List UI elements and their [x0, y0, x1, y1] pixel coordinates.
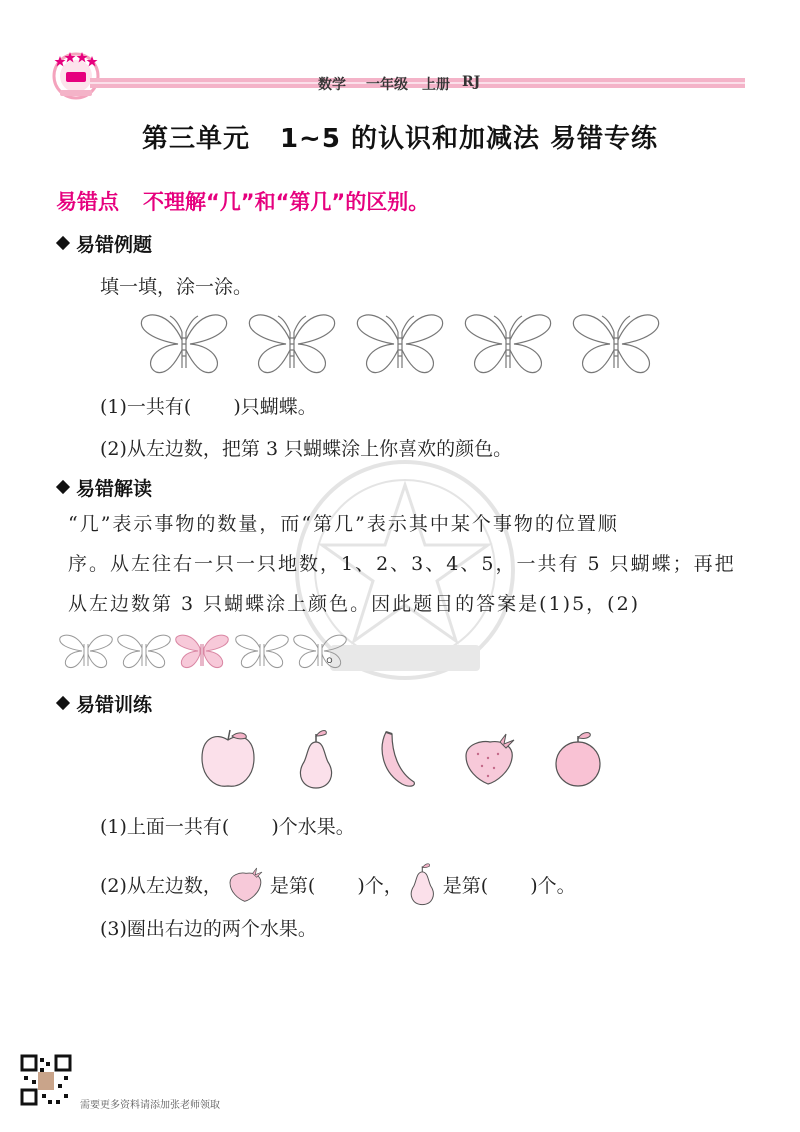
training-q2-part2: 是第( — [269, 874, 316, 897]
training-q1-after: )个水果。 — [271, 816, 355, 838]
footer-note: 需要更多资料请添加张老师领取 — [80, 1100, 220, 1111]
publisher-logo — [46, 46, 106, 102]
explanation-line-1: “几”表示事物的数量，而“第几”表示其中某个事物的位置顺 — [68, 513, 619, 535]
strawberry-icon — [222, 864, 270, 904]
error-point-label: 易错点 — [56, 190, 119, 214]
explanation-line-2: 序。从左往右一只一只地数，1、2、3、4、5，一共有 5 只蝴蝶；再把 — [68, 553, 736, 575]
example-q1-after: )只蝴蝶。 — [233, 396, 317, 418]
butterfly-icon — [249, 315, 334, 373]
example-heading-text: 易错例题 — [76, 234, 153, 256]
diamond-bullet-icon — [56, 480, 70, 494]
example-instruction: 填一填，涂一涂。 — [100, 276, 253, 298]
qr-code-icon[interactable] — [20, 1054, 72, 1106]
apple-icon — [202, 730, 254, 786]
page-title — [0, 118, 800, 155]
header-grade: 一年级 — [366, 77, 408, 93]
butterfly-icon — [236, 635, 289, 667]
butterfly-icon — [357, 315, 442, 373]
butterfly-icon — [465, 315, 550, 373]
header-subject: 数学 — [318, 77, 346, 93]
training-question-2 — [100, 862, 576, 906]
pear-icon — [403, 862, 443, 906]
strawberry-icon — [466, 734, 514, 784]
explanation-answer-end: 。 — [326, 644, 346, 666]
answer-butterfly-row — [58, 628, 348, 674]
colored-butterfly-icon — [176, 635, 229, 667]
butterfly-icon — [573, 315, 658, 373]
training-q2-part4: 是第( — [442, 874, 489, 897]
training-q2-part1: (2)从左边数， — [100, 874, 222, 897]
orange-icon — [556, 733, 600, 787]
fruit-row — [196, 728, 616, 792]
example-question-2: (2)从左边数，把第 3 只蝴蝶涂上你喜欢的颜色。 — [100, 438, 513, 460]
butterfly-icon — [141, 315, 226, 373]
title-topic: 1~5 的认识和加减法 易错专练 — [279, 124, 659, 154]
training-question-3: (3)圈出右边的两个水果。 — [100, 918, 317, 940]
training-heading — [58, 690, 152, 717]
butterfly-row — [138, 308, 668, 378]
header-edition: RJ — [462, 74, 481, 90]
explanation-line-3: 从左边数第 3 只蝴蝶涂上颜色。因此题目的答案是(1)5，(2) — [68, 593, 641, 615]
diamond-bullet-icon — [56, 236, 70, 250]
training-q2-part3: )个， — [357, 874, 403, 897]
header-band — [90, 78, 745, 88]
example-question-1 — [100, 392, 317, 419]
banana-icon — [382, 732, 414, 786]
diamond-bullet-icon — [56, 696, 70, 710]
butterfly-icon — [118, 635, 171, 667]
training-question-1 — [100, 812, 355, 839]
example-heading — [58, 230, 152, 257]
training-q2-part5: )个。 — [530, 874, 576, 897]
title-unit: 第三单元 — [141, 124, 250, 154]
example-q1-before: (1)一共有( — [100, 396, 192, 418]
error-point — [56, 186, 429, 216]
error-point-text: 不理解“几”和“第几”的区别。 — [143, 190, 430, 214]
explanation-heading — [58, 474, 152, 501]
training-q1-before: (1)上面一共有( — [100, 816, 230, 838]
pear-icon — [300, 731, 331, 789]
header-volume: 上册 — [422, 77, 450, 93]
butterfly-icon — [60, 635, 113, 667]
training-heading-text: 易错训练 — [76, 694, 153, 716]
explanation-heading-text: 易错解读 — [76, 478, 153, 500]
